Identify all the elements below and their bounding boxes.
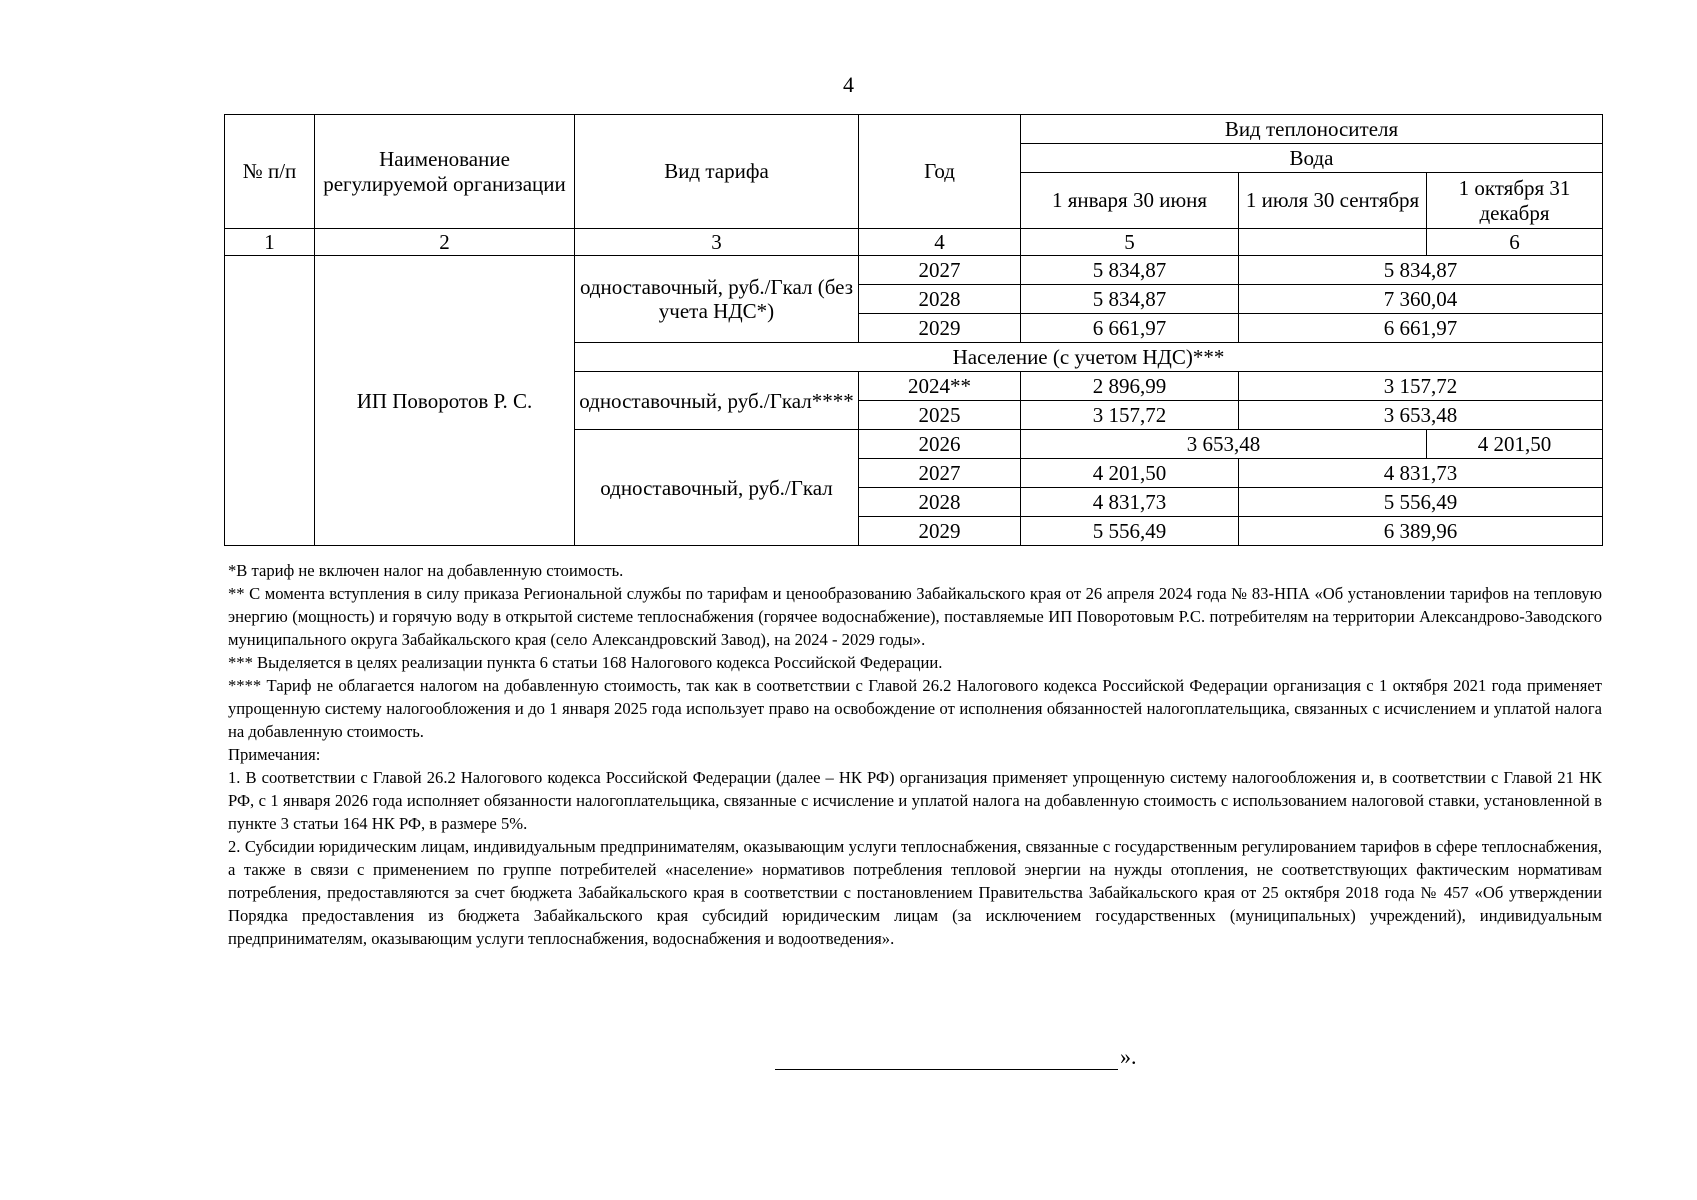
footnote-1: *В тариф не включен налог на добавленную стоимость. (228, 561, 624, 580)
table-row (225, 256, 1603, 285)
tariff-type-cell: одноставочный, руб./Гкал (575, 430, 859, 546)
remark-1: 1. В соответствии с Главой 26.2 Налогового кодекса Российской Федерации (далее – НК РФ) организация применяет упрощенную систему налогообложения и, в соответствии с Главой 21 НК РФ, с 1 января 2026 года исполняет обязанности налогоплательщика, связанные с исчисление и уплатой налога на добавленную стоимость с использованием налоговой ставки, установленной в пункте 3 статьи 164 НК РФ, в размере 5%. (228, 768, 1602, 833)
page-number: 4 (843, 72, 854, 97)
header-period-1: 1 января 30 июня (1021, 173, 1239, 229)
year-cell: 2026 (859, 430, 1021, 459)
year-cell: 2029 (859, 314, 1021, 343)
header-period-3: 1 октября 31 декабря (1427, 173, 1603, 229)
index-cell: 3 (575, 229, 859, 256)
header-tariff-type: Вид тарифа (575, 115, 859, 229)
remark-2: 2. Субсидии юридическим лицам, индивидуальным предпринимателям, оказывающим услуги теплоснабжения, связанные с государственным регулированием тарифов в сфере теплоснабжения, а также в связи с применением по группе потребителей «население» нормативов потребления тепловой энергии на нужды отопления, не соответствующих фактическим нормативам потребления, предоставляются за счет бюджета Забайкальского края в соответствии с постановлением Правительства Забайкальского края от 25 октября 2018 года № 457 «Об утверждении Порядка предоставления из бюджета Забайкальского края субсидий юридическим лицам (за исключением государственных (муниципальных) учреждений), индивидуальным предпринимателям, оказывающим услуги теплоснабжения, водоснабжения и водоотведения». (228, 837, 1602, 948)
index-cell: 2 (315, 229, 575, 256)
value-h1: 4 201,50 (1021, 459, 1239, 488)
population-label: Население (с учетом НДС)*** (575, 343, 1603, 372)
value-h2: 6 389,96 (1239, 517, 1603, 546)
header-organization: Наименование регулируемой организации (315, 115, 575, 229)
closing-mark (775, 1044, 1137, 1070)
year-cell: 2025 (859, 401, 1021, 430)
header-carrier-type: Вид теплоносителя (1021, 115, 1603, 144)
footnote-2: ** С момента вступления в силу приказа Региональной службы по тарифам и ценообразованию Забайкальского края от 26 апреля 2024 года № 83-НПА «Об установлении тарифов на тепловую энергию (мощность) и горячую воду в открытой системе теплоснабжения (горячее водоснабжение), поставляемые ИП Поворотовым Р.С. потребителям на территории Александрово-Заводского муниципального округа Забайкальского края (село Александровский Завод), на 2024 - 2029 годы». (228, 584, 1602, 649)
closing-quote: ». (1120, 1044, 1137, 1069)
tariff-table (224, 114, 1603, 546)
index-cell: 4 (859, 229, 1021, 256)
header-year: Год (859, 115, 1021, 229)
value-h2: 4 201,50 (1427, 430, 1603, 459)
value-h2: 4 831,73 (1239, 459, 1603, 488)
year-cell: 2027 (859, 459, 1021, 488)
value-h1: 6 661,97 (1021, 314, 1239, 343)
organization-name: ИП Поворотов Р. С. (315, 256, 575, 546)
index-cell: 1 (225, 229, 315, 256)
index-cell: 5 (1021, 229, 1239, 256)
value-h1: 2 896,99 (1021, 372, 1239, 401)
index-cell: 6 (1427, 229, 1603, 256)
index-cell (1239, 229, 1427, 256)
header-carrier: Вода (1021, 144, 1603, 173)
value-h2: 5 834,87 (1239, 256, 1603, 285)
footnote-4: **** Тариф не облагается налогом на добавленную стоимость, так как в соответствии с Главой 26.2 Налогового кодекса Российской Федерации организация с 1 октября 2021 года применяет упрощенную систему налогообложения и до 1 января 2025 года использует право на освобождение от исполнения обязанностей налогоплательщика, связанных с исчислением и уплатой налога на добавленную стоимость. (228, 676, 1602, 741)
year-cell: 2028 (859, 488, 1021, 517)
index-row (225, 229, 1603, 256)
value-h1: 3 653,48 (1021, 430, 1427, 459)
value-h2: 5 556,49 (1239, 488, 1603, 517)
header-period-2: 1 июля 30 сентября (1239, 173, 1427, 229)
year-cell: 2028 (859, 285, 1021, 314)
value-h1: 3 157,72 (1021, 401, 1239, 430)
row-number-cell (225, 256, 315, 546)
tariff-type-cell: одноставочный, руб./Гкал**** (575, 372, 859, 430)
value-h1: 5 556,49 (1021, 517, 1239, 546)
remarks-title: Примечания: (228, 745, 321, 764)
value-h1: 5 834,87 (1021, 256, 1239, 285)
notes-section (228, 559, 1602, 950)
value-h2: 7 360,04 (1239, 285, 1603, 314)
closing-line (775, 1047, 1118, 1070)
footnote-3: *** Выделяется в целях реализации пункта 6 статьи 168 Налогового кодекса Российской Федерации. (228, 653, 943, 672)
year-cell: 2029 (859, 517, 1021, 546)
tariff-type-cell: одноставочный, руб./Гкал (без учета НДС*) (575, 256, 859, 343)
value-h2: 6 661,97 (1239, 314, 1603, 343)
value-h1: 5 834,87 (1021, 285, 1239, 314)
value-h1: 4 831,73 (1021, 488, 1239, 517)
value-h2: 3 157,72 (1239, 372, 1603, 401)
year-cell: 2027 (859, 256, 1021, 285)
value-h2: 3 653,48 (1239, 401, 1603, 430)
header-number: № п/п (225, 115, 315, 229)
year-cell: 2024** (859, 372, 1021, 401)
